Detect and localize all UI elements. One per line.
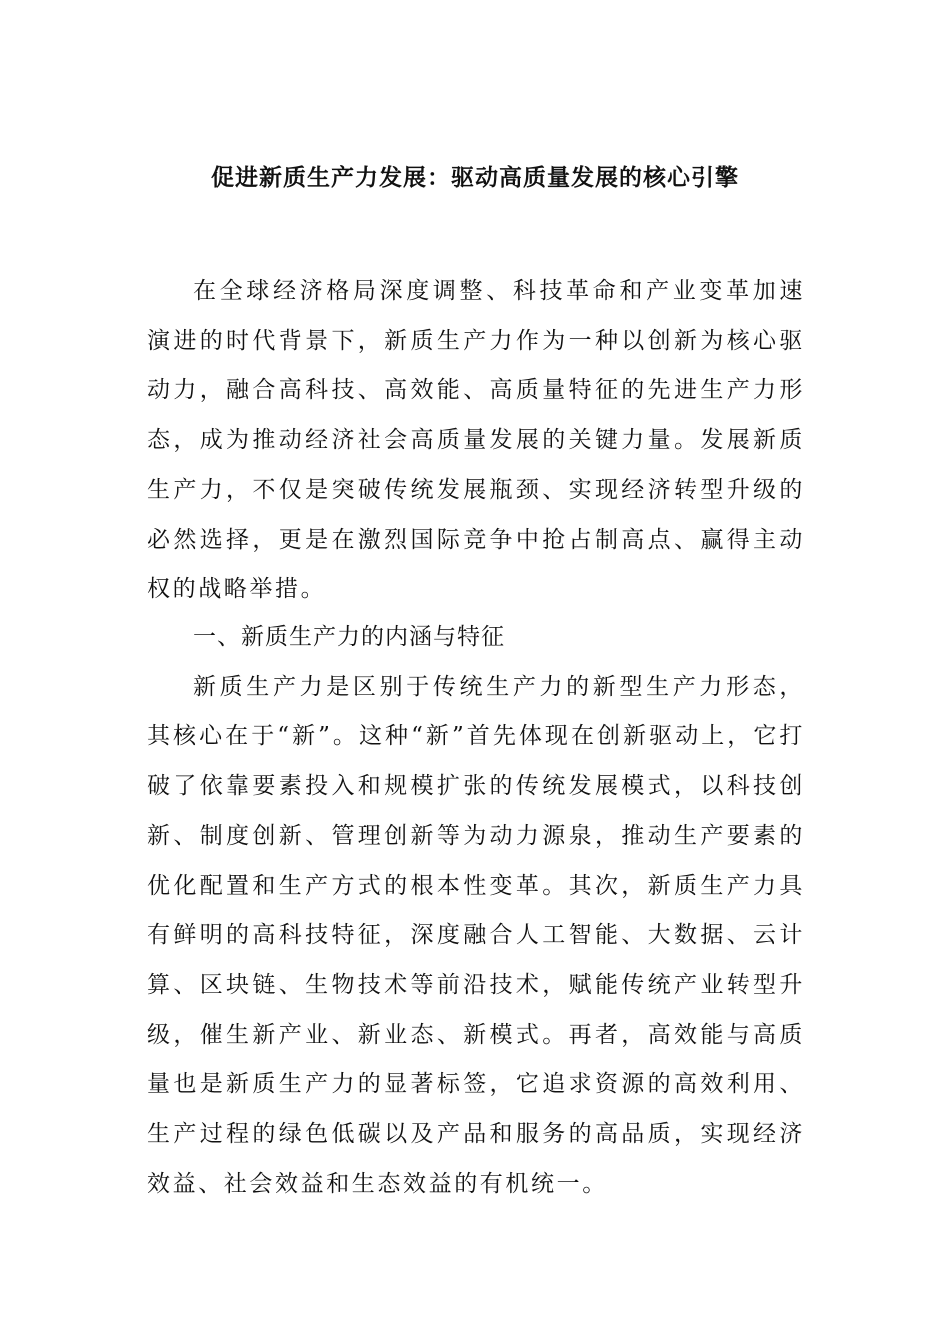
intro-paragraph: 在全球经济格局深度调整、科技革命和产业变革加速演进的时代背景下，新质生产力作为一种以创新为核心驱动力，融合高科技、高效能、高质量特征的先进生产力形态，成为推动经济社会高质量发展的关键力量。发展新质生产力，不仅是突破传统发展瓶颈、实现经济转型升级的必然选择，更是在激烈国际竞争中抢占制高点、赢得主动权的战略举措。 — [147, 278, 805, 603]
section-1-heading: 一、新质生产力的内涵与特征 — [193, 624, 505, 650]
intro-block — [147, 267, 805, 615]
section-1-paragraph: 新质生产力是区别于传统生产力的新型生产力形态，其核心在于“新”。这种“新”首先体现在创新驱动上，它打破了依靠要素投入和规模扩张的传统发展模式，以科技创新、制度创新、管理创新等为动力源泉，推动生产要素的优化配置和生产方式的根本性变革。其次，新质生产力具有鲜明的高科技特征，深度融合人工智能、大数据、云计算、区块链、生物技术等前沿技术，赋能传统产业转型升级，催生新产业、新业态、新模式。再者，高效能与高质量也是新质生产力的显著标签，它追求资源的高效利用、生产过程的绿色低碳以及产品和服务的高品质，实现经济效益、社会效益和生态效益的有机统一。 — [147, 673, 805, 1197]
section-1-block — [147, 613, 805, 1209]
document-title: 促进新质生产力发展：驱动高质量发展的核心引擎 — [211, 164, 739, 191]
